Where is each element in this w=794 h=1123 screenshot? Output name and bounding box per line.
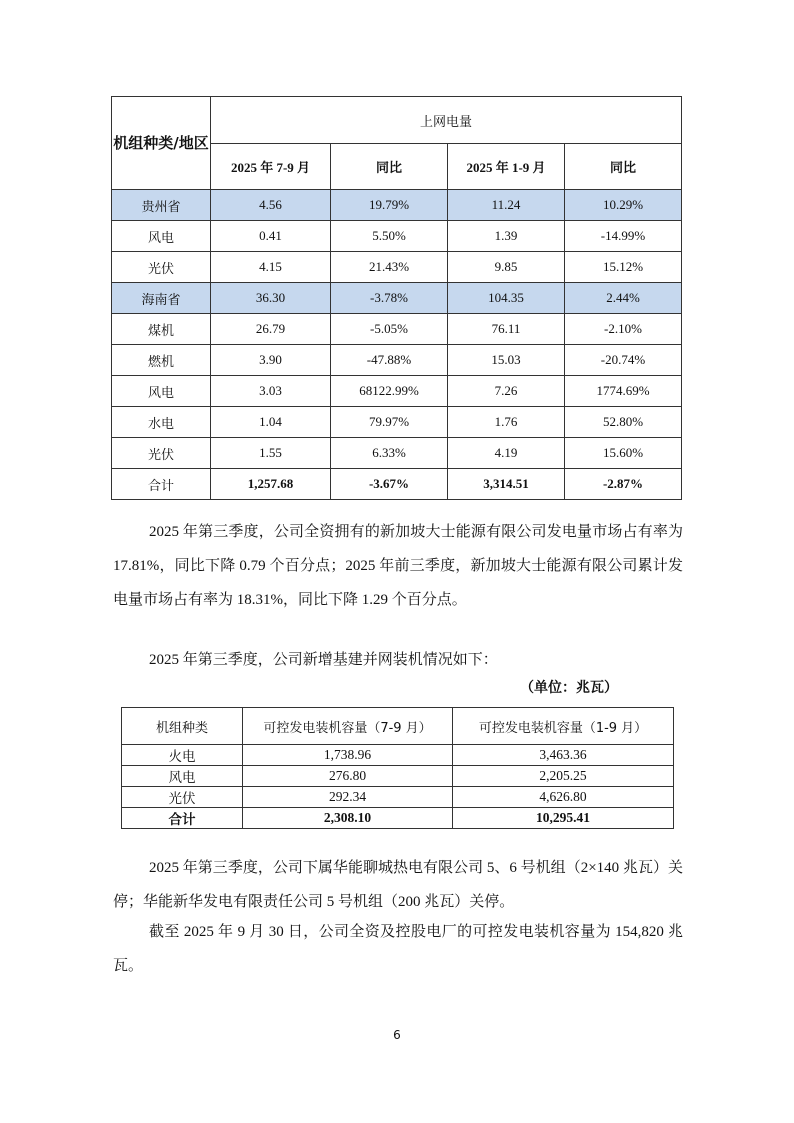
table-cell: 0.41	[211, 221, 331, 252]
table-cell: 4.19	[448, 438, 565, 469]
table-cell: 36.30	[211, 283, 331, 314]
table-cell: 3.03	[211, 376, 331, 407]
table-row	[122, 787, 674, 808]
table-cell: -20.74%	[565, 345, 682, 376]
table-cell: 9.85	[448, 252, 565, 283]
paragraph-shutdowns: 2025 年第三季度，公司下属华能聊城热电有限公司 5、6 号机组（2×140 兆瓦）关停；华能新华发电有限责任公司 5 号机组（200 兆瓦）关停。	[113, 860, 683, 910]
table-cell: 2,308.10	[243, 808, 453, 829]
grid-output-table	[111, 96, 682, 500]
table-row	[112, 438, 682, 469]
table-row	[112, 345, 682, 376]
column-header: 同比	[331, 144, 448, 190]
table-cell: 2,205.25	[453, 766, 674, 787]
column-header: 2025 年 1-9 月	[448, 144, 565, 190]
table-cell: 1,257.68	[211, 469, 331, 500]
table-cell: 6.33%	[331, 438, 448, 469]
table-row	[122, 808, 674, 829]
group-header: 上网电量	[211, 97, 682, 144]
table-cell: -14.99%	[565, 221, 682, 252]
table-cell: 7.26	[448, 376, 565, 407]
table-cell: 10.29%	[565, 190, 682, 221]
row-label: 贵州省	[112, 190, 211, 221]
row-label: 火电	[122, 745, 243, 766]
table-cell: -2.87%	[565, 469, 682, 500]
table-cell: 2.44%	[565, 283, 682, 314]
corner-header: 机组种类/地区	[112, 97, 211, 190]
column-header: 2025 年 7-9 月	[211, 144, 331, 190]
table-cell: 3.90	[211, 345, 331, 376]
page-number: 6	[393, 1028, 401, 1042]
row-label: 光伏	[112, 252, 211, 283]
table-cell: 11.24	[448, 190, 565, 221]
table-cell: 3,314.51	[448, 469, 565, 500]
row-label: 风电	[112, 376, 211, 407]
table-cell: 1.04	[211, 407, 331, 438]
table-cell: 4.15	[211, 252, 331, 283]
column-header: 可控发电装机容量（7-9 月）	[243, 708, 453, 745]
table-row	[112, 221, 682, 252]
table-cell: 76.11	[448, 314, 565, 345]
row-label: 合计	[122, 808, 243, 829]
table-row	[112, 469, 682, 500]
row-label: 海南省	[112, 283, 211, 314]
row-label: 合计	[112, 469, 211, 500]
paragraph-new-capacity-intro: 2025 年第三季度，公司新增基建并网装机情况如下：	[149, 652, 498, 668]
row-label: 风电	[122, 766, 243, 787]
table-row	[112, 376, 682, 407]
table-cell: 10,295.41	[453, 808, 674, 829]
table-cell: 1.55	[211, 438, 331, 469]
column-header: 机组种类	[122, 708, 243, 745]
row-label: 风电	[112, 221, 211, 252]
table-cell: -3.67%	[331, 469, 448, 500]
table-row	[122, 766, 674, 787]
table-cell: 15.60%	[565, 438, 682, 469]
table-cell: 21.43%	[331, 252, 448, 283]
table-row	[112, 314, 682, 345]
table-cell: 26.79	[211, 314, 331, 345]
table-cell: 292.34	[243, 787, 453, 808]
table-cell: 15.03	[448, 345, 565, 376]
table-cell: 276.80	[243, 766, 453, 787]
table-cell: 1774.69%	[565, 376, 682, 407]
row-label: 光伏	[122, 787, 243, 808]
table-cell: 3,463.36	[453, 745, 674, 766]
table-row	[122, 745, 674, 766]
table-cell: -2.10%	[565, 314, 682, 345]
table-cell: 1,738.96	[243, 745, 453, 766]
row-label: 煤机	[112, 314, 211, 345]
table-row	[112, 252, 682, 283]
table-cell: 15.12%	[565, 252, 682, 283]
table-cell: -3.78%	[331, 283, 448, 314]
table-cell: -47.88%	[331, 345, 448, 376]
table-row	[112, 407, 682, 438]
table-row	[112, 283, 682, 314]
table-cell: 79.97%	[331, 407, 448, 438]
table-cell: 104.35	[448, 283, 565, 314]
table-cell: 19.79%	[331, 190, 448, 221]
unit-label: （单位：兆瓦）	[520, 680, 618, 696]
table-cell: 1.76	[448, 407, 565, 438]
row-label: 水电	[112, 407, 211, 438]
paragraph-total-capacity: 截至 2025 年 9 月 30 日，公司全资及控股电厂的可控发电装机容量为 154,820 兆瓦。	[113, 924, 683, 974]
table-row	[112, 190, 682, 221]
new-capacity-table	[121, 707, 674, 829]
table-cell: 52.80%	[565, 407, 682, 438]
row-label: 燃机	[112, 345, 211, 376]
row-label: 光伏	[112, 438, 211, 469]
table-cell: 5.50%	[331, 221, 448, 252]
column-header: 同比	[565, 144, 682, 190]
table-cell: -5.05%	[331, 314, 448, 345]
table-cell: 4,626.80	[453, 787, 674, 808]
paragraph-market-share: 2025 年第三季度，公司全资拥有的新加坡大士能源有限公司发电量市场占有率为 17.81%，同比下降 0.79 个百分点；2025 年前三季度，新加坡大士能源有限公司累计发电量市场占有率为 18.31%，同比下降 1.29 个百分点。	[113, 524, 683, 608]
table-cell: 4.56	[211, 190, 331, 221]
table-cell: 68122.99%	[331, 376, 448, 407]
column-header: 可控发电装机容量（1-9 月）	[453, 708, 674, 745]
table-cell: 1.39	[448, 221, 565, 252]
